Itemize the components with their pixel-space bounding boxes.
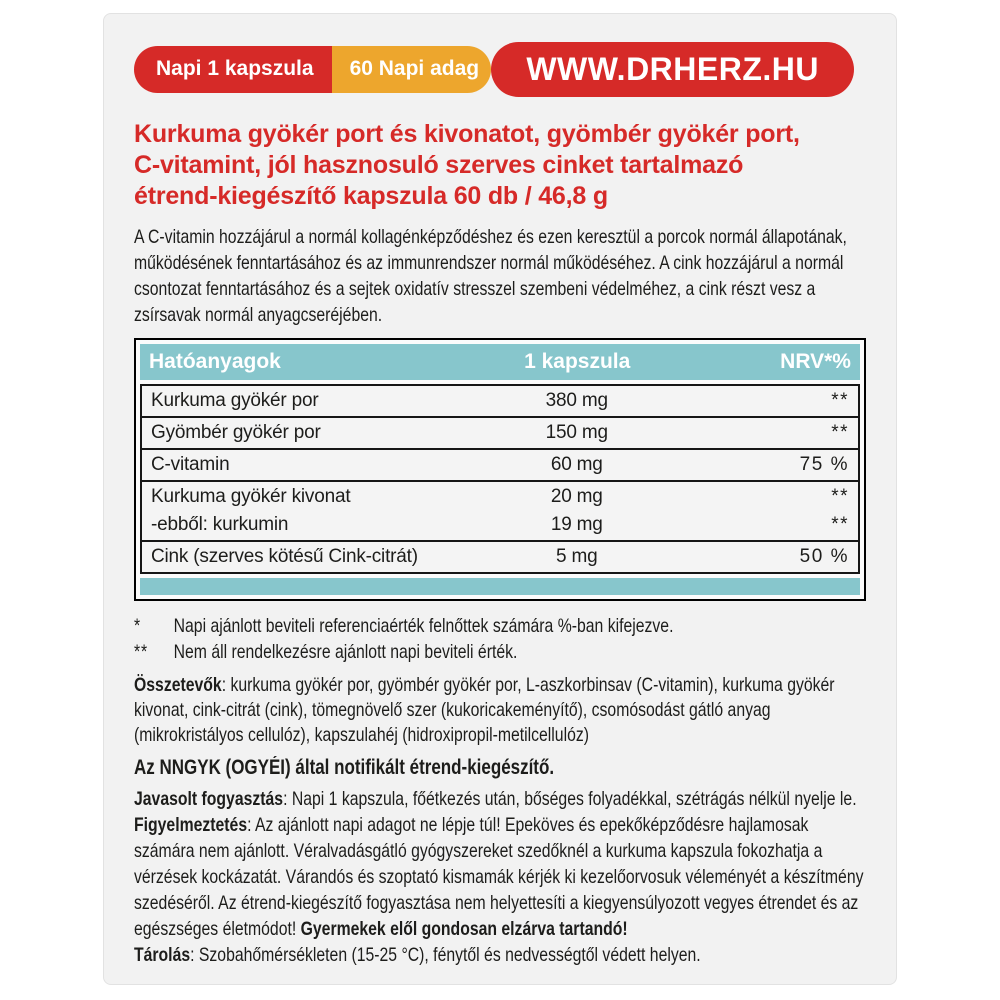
- footnotes: [134, 613, 866, 665]
- table-row: [151, 511, 849, 539]
- table-row: [151, 419, 849, 447]
- table-header-row: [140, 344, 860, 380]
- table-row: [151, 543, 849, 571]
- title-line-1: Kurkuma gyökér port és kivonatot, gyömbér gyökér port,: [134, 120, 800, 148]
- table-cell-name: Kurkuma gyökér kivonat: [151, 486, 351, 507]
- storage-label: Tárolás: [134, 944, 191, 966]
- table-cell-amount: 5 mg: [556, 546, 598, 567]
- table-cell-name: Cink (szerves kötésű Cink-citrát): [151, 546, 418, 567]
- table-cell-nrv: 50 %: [799, 546, 849, 567]
- header-cell-name: Hatóanyagok: [149, 350, 281, 373]
- usage-text-2: : Az ajánlott napi adagot ne lépje túl! Epeköves és epekőképződésre hajlamosak számára nem ajánlott. Véralvadásgátló gyógyszereket szedőknél a kurkuma kapszula fokozhatja a vérzések kockázatát. Várandós és szoptató kismamák kérjék ki kezelőorvosuk véleményét a készítmény szedéséről. Az étrend-kiegészítő fogyasztása nem helyettesíti a kiegyensúlyozott vegyes étrendet és az egészséges életmódot!: [134, 814, 864, 940]
- notification-line: Az NNGYK (OGYÉI) által notifikált étrend-kiegészítő.: [134, 756, 555, 779]
- table-cell-nrv: **: [831, 422, 849, 443]
- warning-label: Figyelmeztetés: [134, 814, 248, 836]
- table-cell-nrv: **: [831, 390, 849, 411]
- header-cell-nrv: NRV*%: [780, 350, 851, 373]
- table-cell-amount: 60 mg: [550, 454, 603, 475]
- table-cell-nrv: 75 %: [799, 454, 849, 475]
- usage-paragraph: [134, 786, 866, 942]
- table-cell-amount: 20 mg: [550, 486, 603, 507]
- table-group: [142, 480, 858, 540]
- footnote-text: Napi ajánlott beviteli referenciaérték felnőttek számára %-ban kifejezve.: [173, 615, 674, 637]
- title-line-3: étrend-kiegészítő kapszula 60 db / 46,8 g: [134, 182, 608, 210]
- ingredients-table: [134, 338, 866, 601]
- table-cell-name: C-vitamin: [151, 454, 230, 475]
- footnote-marker: *: [134, 615, 141, 637]
- keep-away-warning: Gyermekek elől gondosan elzárva tartandó!: [300, 918, 628, 940]
- table-group: [142, 386, 858, 416]
- table-cell-amount: 380 mg: [545, 390, 608, 411]
- footnote-row: [134, 613, 866, 639]
- badges-row: [134, 41, 866, 97]
- table-cell-nrv: **: [831, 514, 849, 535]
- table-cell-nrv: **: [831, 486, 849, 507]
- table-row: [151, 387, 849, 415]
- storage-text: : Szobahőmérsékleten (15-25 °C), fénytől és nedvességtől védett helyen.: [190, 944, 701, 966]
- table-cell-name: Gyömbér gyökér por: [151, 422, 321, 443]
- title-line-2: C-vitamint, jól hasznosuló szerves cinket tartalmazó: [134, 151, 744, 179]
- table-cell-name: -ebből: kurkumin: [151, 514, 289, 535]
- header-cell-amount: 1 kapszula: [524, 350, 631, 373]
- ingredients-label: Összetevők: [134, 674, 222, 696]
- table-group: [142, 540, 858, 572]
- website-badge: WWW.DRHERZ.HU: [491, 42, 854, 97]
- table-body: [140, 384, 860, 574]
- table-row: [151, 483, 849, 511]
- ingredients-paragraph: [134, 673, 866, 748]
- footnote-marker: **: [134, 641, 148, 663]
- ingredients-text: : kurkuma gyökér por, gyömbér gyökér por, L-aszkorbinsav (C-vitamin), kurkuma gyökér kivonat, cink-citrát (cink), tömegnövelő szer (kukoricakeményítő), csomósodást gátló anyag (mikrokristályos cellulóz), kapszulahéj (hidroxipropil-metilcellulóz): [134, 674, 835, 746]
- label-card: [103, 13, 897, 985]
- table-cell-amount: 150 mg: [545, 422, 608, 443]
- storage-line: [134, 942, 866, 968]
- usage-label: Javasolt fogyasztás: [134, 788, 284, 810]
- footnote-row: [134, 639, 866, 665]
- table-group: [142, 416, 858, 448]
- dose-badge-daily: Napi 1 kapszula: [134, 46, 332, 93]
- dose-badge-servings: 60 Napi adag: [332, 46, 492, 93]
- intro-paragraph: A C-vitamin hozzájárul a normál kollagénképződéshez és ezen keresztül a porcok normál állapotának, működésének fenntartásához és az immunrendszer normál működéséhez. A cink hozzájárul a normál csontozat fenntartásához és a sejtek oxidatív stresszel szembeni védelméhez, a cink részt vesz a zsírsavak normál anyagcseréjében.: [134, 226, 847, 326]
- usage-text-1: : Napi 1 kapszula, főétkezés után, bőséges folyadékkal, szétrágás nélkül nyelje le.: [283, 788, 857, 810]
- footnote-text: Nem áll rendelkezésre ajánlott napi beviteli érték.: [173, 641, 518, 663]
- table-cell-amount: 19 mg: [550, 514, 603, 535]
- table-cell-name: Kurkuma gyökér por: [151, 390, 319, 411]
- table-row: [151, 451, 849, 479]
- dose-badge: [134, 46, 491, 93]
- table-group: [142, 448, 858, 480]
- product-title: [134, 119, 866, 212]
- table-footer-bar: [140, 578, 860, 595]
